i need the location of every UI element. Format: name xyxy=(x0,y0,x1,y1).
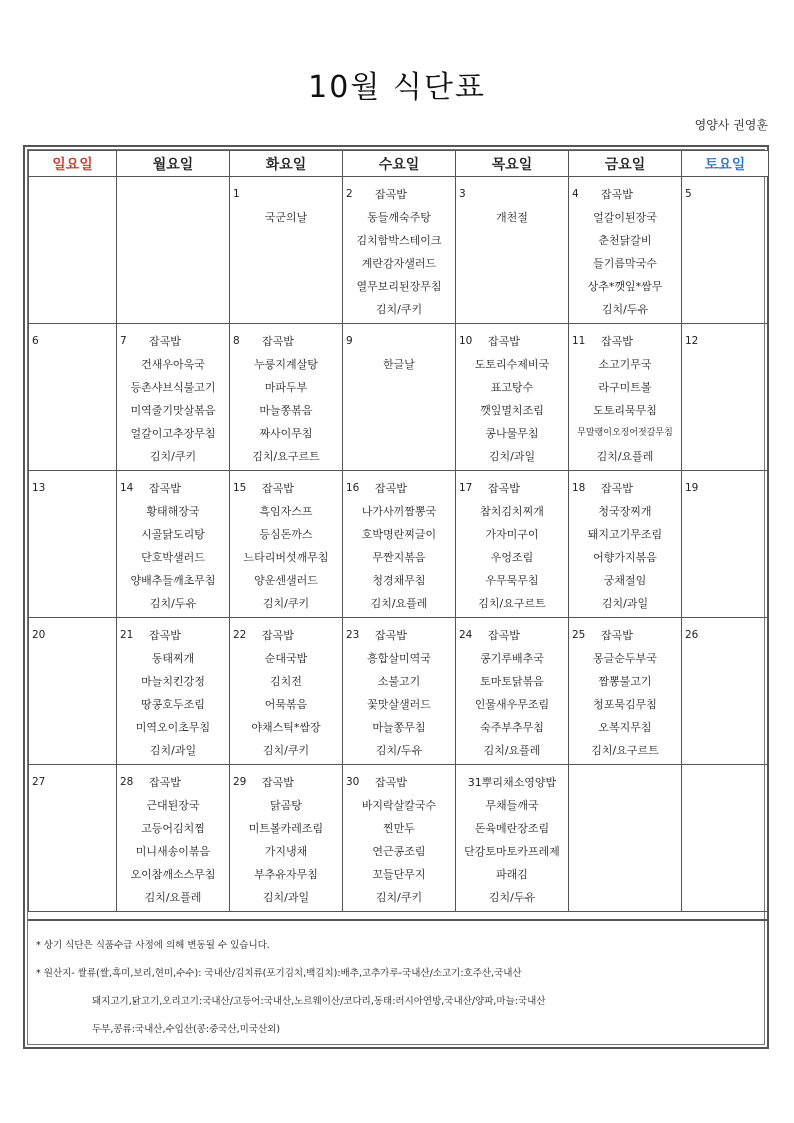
menu-item: 야채스틱*쌈장 xyxy=(251,721,321,734)
menu-item: 꼬들단무지 xyxy=(372,868,426,881)
menu-item: 양배추들깨초무침 xyxy=(130,574,216,587)
menu-rice: 잡곡밥 xyxy=(262,335,294,348)
menu-item: 무말랭이오징어젓갈무침 xyxy=(577,428,673,438)
menu-item: 무짠지볶음 xyxy=(372,551,426,564)
menu-item: 표고탕수 xyxy=(490,381,534,394)
weekday-header-row xyxy=(29,151,769,177)
menu-item: 김치/두유 xyxy=(375,744,423,757)
day-number: 20 xyxy=(32,629,46,641)
day-number: 16 xyxy=(346,482,360,494)
menu-rice: 잡곡밥 xyxy=(262,629,294,642)
menu-item: 고등어김치찜 xyxy=(141,822,205,835)
page-title: 10월 식단표 xyxy=(308,70,486,105)
day-cell xyxy=(230,177,343,324)
menu-item: 깻잎멸치조림 xyxy=(480,404,544,417)
day-number: 24 xyxy=(459,629,473,641)
menu-item: 짜사이무침 xyxy=(259,427,313,440)
menu-frame xyxy=(23,145,769,1049)
menu-item: 김치/두유 xyxy=(601,303,649,316)
menu-item: 미역오이초무침 xyxy=(135,721,211,734)
day-cell xyxy=(343,618,456,765)
menu-item: 김치전 xyxy=(270,675,302,688)
day-number: 1 xyxy=(233,188,240,200)
menu-item: 흑임자스프 xyxy=(259,505,313,518)
menu-item: 김치/요플레 xyxy=(370,597,428,610)
day-number: 23 xyxy=(346,629,360,641)
menu-item: 양운센샐러드 xyxy=(254,574,318,587)
day-cell xyxy=(569,324,682,471)
menu-rice: 잡곡밥 xyxy=(375,629,407,642)
day-number: 5 xyxy=(685,188,692,200)
menu-item: 김치/두유 xyxy=(149,597,197,610)
menu-item: 김치/요플레 xyxy=(483,744,541,757)
day-cell xyxy=(456,765,569,912)
menu-item: 건새우아욱국 xyxy=(141,358,205,371)
menu-item: 김치/과일 xyxy=(149,744,197,757)
menu-rice: 잡곡밥 xyxy=(488,482,520,495)
day-number: 8 xyxy=(233,335,240,347)
week-row xyxy=(29,765,769,912)
day-cell xyxy=(230,765,343,912)
menu-item: 김치/과일 xyxy=(488,450,536,463)
day-number: 29 xyxy=(233,776,247,788)
menu-item: 김치/쿠키 xyxy=(262,597,310,610)
menu-item: 근대된장국 xyxy=(146,799,200,812)
menu-item: 돼지고기무조림 xyxy=(587,528,663,541)
menu-item: 몽글순두부국 xyxy=(593,652,657,665)
menu-item: 오이참깨소스무침 xyxy=(130,868,216,881)
menu-item: 마늘쫑무침 xyxy=(372,721,426,734)
menu-item: 김치/요플레 xyxy=(144,891,202,904)
menu-item: 무채들깨국 xyxy=(485,799,539,812)
menu-rice xyxy=(456,188,568,211)
day-cell xyxy=(230,324,343,471)
menu-rice: 잡곡밥 xyxy=(262,776,294,789)
week-row xyxy=(29,471,769,618)
menu-item: 우엉조림 xyxy=(490,551,534,564)
menu-item: 순대국밥 xyxy=(264,652,308,665)
day-number: 15 xyxy=(233,482,247,494)
day-cell xyxy=(117,765,230,912)
note-origin-1: * 원산지- 쌀류(쌀,흑미,보리,현미,수수): 국내산/김치류(포기김치,백김치):배추,고추가루-국내산/소고기:호주산,국내산 xyxy=(36,968,522,979)
day-cell xyxy=(29,324,117,471)
header-wednesday: 수요일 xyxy=(343,151,456,177)
menu-item: 나가사끼짬뽕국 xyxy=(361,505,437,518)
day-cell xyxy=(682,765,769,912)
day-number: 2 xyxy=(346,188,353,200)
day-cell xyxy=(117,618,230,765)
menu-item: 계란감자샐러드 xyxy=(361,257,437,270)
menu-item: 콩기루배추국 xyxy=(480,652,544,665)
menu-item: 춘천닭갈비 xyxy=(598,234,652,247)
menu-rice: 잡곡밥 xyxy=(375,776,407,789)
menu-item: 우무묵무침 xyxy=(485,574,539,587)
menu-item: 연근콩조림 xyxy=(372,845,426,858)
menu-item: 김치/쿠키 xyxy=(375,891,423,904)
menu-item: 가지냉채 xyxy=(264,845,308,858)
note-origin-2: 돼지고기,닭고기,오리고기:국내산/고등어:국내산,노르웨이산/코다리,동태:러시아연방,국내산/양파,마늘:국내산 xyxy=(92,996,546,1007)
day-cell xyxy=(117,471,230,618)
menu-rice: 잡곡밥 xyxy=(375,482,407,495)
day-cell xyxy=(230,471,343,618)
menu-item: 어향가지볶음 xyxy=(593,551,657,564)
day-number: 12 xyxy=(685,335,699,347)
menu-item: 콩나물무침 xyxy=(485,427,539,440)
week-row xyxy=(29,177,769,324)
menu-item: 청경채무침 xyxy=(372,574,426,587)
menu-item: 느타리버섯깨무침 xyxy=(243,551,329,564)
menu-rice: 31뿌리채소영양밥 xyxy=(467,776,557,789)
menu-rice: 잡곡밥 xyxy=(601,482,633,495)
week-row xyxy=(29,618,769,765)
day-cell xyxy=(456,471,569,618)
menu-item: 마파두부 xyxy=(264,381,308,394)
day-cell xyxy=(682,324,769,471)
menu-item: 소고기무국 xyxy=(598,358,652,371)
day-cell xyxy=(343,471,456,618)
menu-item: 가자미구이 xyxy=(485,528,539,541)
menu-item: 시골닭도리탕 xyxy=(141,528,205,541)
menu-item: 김치/쿠키 xyxy=(375,303,423,316)
menu-item: 단호박샐러드 xyxy=(141,551,205,564)
header-monday: 월요일 xyxy=(117,151,230,177)
menu-rice: 잡곡밥 xyxy=(601,629,633,642)
day-cell xyxy=(343,177,456,324)
menu-item: 라구미트볼 xyxy=(598,381,652,394)
day-number: 13 xyxy=(32,482,46,494)
day-number: 17 xyxy=(459,482,473,494)
menu-item: 열무보리된장무침 xyxy=(356,280,442,293)
day-cell xyxy=(343,765,456,912)
menu-item: 소불고기 xyxy=(377,675,421,688)
day-cell xyxy=(456,177,569,324)
menu-item: 미역줄기맛살볶음 xyxy=(130,404,216,417)
menu-item: 짬뽕불고기 xyxy=(598,675,652,688)
menu-item: 땅콩호두조림 xyxy=(141,698,205,711)
day-number: 30 xyxy=(346,776,360,788)
menu-item: 꽃맛살샐러드 xyxy=(367,698,431,711)
day-cell xyxy=(569,471,682,618)
day-cell xyxy=(343,324,456,471)
day-cell xyxy=(456,618,569,765)
menu-item: 개천절 xyxy=(496,211,528,224)
notes-box xyxy=(28,919,768,1052)
menu-item: 김치/과일 xyxy=(262,891,310,904)
menu-item: 김치/쿠키 xyxy=(149,450,197,463)
day-number: 18 xyxy=(572,482,586,494)
header-friday: 금요일 xyxy=(569,151,682,177)
menu-item: 김치/과일 xyxy=(601,597,649,610)
day-cell xyxy=(29,618,117,765)
menu-item: 얼갈이된장국 xyxy=(593,211,657,224)
menu-item: 한글날 xyxy=(383,358,415,371)
menu-item: 마늘쫑볶음 xyxy=(259,404,313,417)
day-number: 6 xyxy=(32,335,39,347)
menu-item: 오복지무침 xyxy=(598,721,652,734)
author-label: 영양사 권영훈 xyxy=(694,118,768,132)
menu-rice: 잡곡밥 xyxy=(149,776,181,789)
menu-item: 김치/요구르트 xyxy=(478,597,546,610)
menu-item: 찐만두 xyxy=(383,822,415,835)
menu-item: 청국장찌개 xyxy=(598,505,652,518)
day-number: 19 xyxy=(685,482,699,494)
menu-item: 김치/두유 xyxy=(488,891,536,904)
menu-rice: 잡곡밥 xyxy=(149,629,181,642)
menu-item: 누룽지계살탕 xyxy=(254,358,318,371)
day-number: 25 xyxy=(572,629,586,641)
menu-item: 숙주부추무침 xyxy=(480,721,544,734)
menu-item: 청포묵김무침 xyxy=(593,698,657,711)
menu-rice: 잡곡밥 xyxy=(262,482,294,495)
day-cell xyxy=(569,765,682,912)
menu-rice xyxy=(230,188,342,211)
day-cell xyxy=(456,324,569,471)
header-saturday: 토요일 xyxy=(682,151,769,177)
day-number: 4 xyxy=(572,188,579,200)
menu-item: 어묵볶음 xyxy=(264,698,308,711)
menu-item: 김치함박스테이크 xyxy=(356,234,442,247)
menu-item: 도토리묵무침 xyxy=(593,404,657,417)
menu-calendar xyxy=(28,150,769,912)
menu-item: 김치/요구르트 xyxy=(252,450,320,463)
menu-item: 단감토마토카프레제 xyxy=(464,845,560,858)
day-cell xyxy=(29,177,117,324)
day-cell xyxy=(682,471,769,618)
menu-item: 등심돈까스 xyxy=(259,528,313,541)
week-row xyxy=(29,324,769,471)
day-number: 3 xyxy=(459,188,466,200)
day-cell xyxy=(117,177,230,324)
menu-item: 호박명란찌글이 xyxy=(361,528,437,541)
note-origin-3: 두부,콩류:국내산,수입산(콩:중국산,미국산외) xyxy=(92,1024,281,1035)
menu-item: 김치/쿠키 xyxy=(262,744,310,757)
menu-item: 부추유자무침 xyxy=(254,868,318,881)
day-cell xyxy=(29,471,117,618)
menu-rice xyxy=(343,335,455,358)
menu-rice: 잡곡밥 xyxy=(488,335,520,348)
day-number: 7 xyxy=(120,335,127,347)
menu-item: 파래김 xyxy=(496,868,528,881)
day-cell xyxy=(29,765,117,912)
menu-rice: 잡곡밥 xyxy=(375,188,407,201)
day-cell xyxy=(682,177,769,324)
menu-item: 국군의날 xyxy=(264,211,308,224)
menu-item: 황태해장국 xyxy=(146,505,200,518)
day-cell xyxy=(230,618,343,765)
menu-item: 동들깨숙주탕 xyxy=(367,211,431,224)
menu-item: 상추*깻잎*쌈무 xyxy=(587,280,663,293)
menu-item: 마늘치킨강정 xyxy=(141,675,205,688)
day-number: 21 xyxy=(120,629,134,641)
note-change: * 상기 식단은 식품수급 사정에 의해 변동될 수 있습니다. xyxy=(36,940,270,951)
menu-item: 인물새우무조림 xyxy=(474,698,550,711)
menu-rice: 잡곡밥 xyxy=(488,629,520,642)
menu-item: 등촌샤브식불고기 xyxy=(130,381,216,394)
menu-item: 궁채절임 xyxy=(603,574,647,587)
day-number: 10 xyxy=(459,335,473,347)
day-number: 14 xyxy=(120,482,134,494)
menu-item: 닭곰탕 xyxy=(270,799,302,812)
menu-item: 김치/요구르트 xyxy=(591,744,659,757)
header-sunday: 일요일 xyxy=(29,151,117,177)
menu-rice: 잡곡밥 xyxy=(149,482,181,495)
menu-item: 토마토닭볶음 xyxy=(480,675,544,688)
day-number: 11 xyxy=(572,335,586,347)
header-tuesday: 화요일 xyxy=(230,151,343,177)
day-cell xyxy=(569,177,682,324)
menu-item: 도토리수제비국 xyxy=(474,358,550,371)
menu-item: 김치/요플레 xyxy=(596,450,654,463)
menu-item: 돈육메란장조림 xyxy=(474,822,550,835)
menu-item: 얼갈이고추장무침 xyxy=(130,427,216,440)
day-number: 28 xyxy=(120,776,134,788)
menu-item: 동태찌개 xyxy=(151,652,195,665)
menu-item: 바지락살칼국수 xyxy=(361,799,437,812)
day-cell xyxy=(569,618,682,765)
menu-rice: 잡곡밥 xyxy=(149,335,181,348)
menu-item: 참치김치찌개 xyxy=(480,505,544,518)
menu-rice: 잡곡밥 xyxy=(601,188,633,201)
day-number: 22 xyxy=(233,629,247,641)
day-number: 26 xyxy=(685,629,699,641)
menu-rice: 잡곡밥 xyxy=(601,335,633,348)
menu-item: 들기름막국수 xyxy=(593,257,657,270)
menu-item: 미트볼카레조림 xyxy=(248,822,324,835)
day-number: 9 xyxy=(346,335,353,347)
menu-item: 미니새송이볶음 xyxy=(135,845,211,858)
day-cell xyxy=(682,618,769,765)
menu-item: 흥합살미역국 xyxy=(367,652,431,665)
header-thursday: 목요일 xyxy=(456,151,569,177)
day-cell xyxy=(117,324,230,471)
day-number: 27 xyxy=(32,776,46,788)
